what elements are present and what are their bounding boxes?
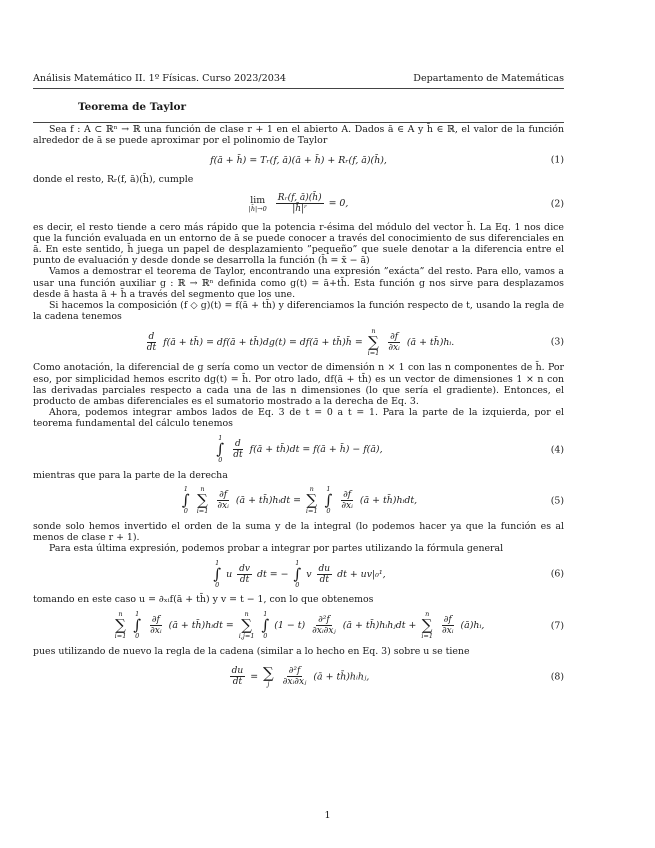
sum-operator: n ∑ i=1 [196,485,209,516]
equation-3: $\frac{d}{dt}$ f(ā + th̄) = df(ā + th̄)dg(t) = df(ā + th̄)h̄ = n ∑ i=1 $\frac{\partial f}{\text{∂xᵢ}}$ (ā + th̄)hᵢ. (3) [146,326,564,357]
second-partial-fraction: $\frac{\text{∂²f}}{\text{∂xᵢ∂xⱼ}}$ [282,666,307,688]
title-divider [33,122,564,123]
page-number: 1 [324,810,331,821]
sum-operator: ∑ j [263,663,274,688]
integral-operator: 1 ∫ 0 [181,485,190,516]
equation-body: f(ā + h̄) = Tᵣ(f, ā)(ā + h̄) + Rᵣ(f, ā)(h̄), [210,154,387,166]
partial-fraction: $\frac{\partial f}{\text{∂xᵢ}}$ [217,490,229,512]
derivative-fraction: $\frac{du}{dt}$ [318,563,331,585]
paragraph: Si hacemos la composición (f ◇ g)(t) = f(ā + th̄) y diferenciamos la función respecto de t, usando la regla de la cadena tenemos [33,300,564,323]
paragraph: es decir, el resto tiende a cero más rápido que la potencia r-ésima del módulo del vector h̄. La Eq. 1 nos dice que la función evaluada en un entorno de ā se puede conocer a través del conocimiento de sus diferenciales en ā. En este sentido, h̄ juega un papel de desplazamiento ”pequeño” que suele denotar a la diferencia entre el punto de evaluación y desde donde se desarrolla la función (h̄ = x̄ − ā) [33,221,564,267]
equation-number: (4) [550,444,564,456]
equation-2: lim |h̄|→0 $\frac{\text{Rᵣ(f, ā)(h̄)}}{\text{|h̄|ʳ}}$ = 0, (2) [248,193,564,215]
integral-operator: 1 ∫ 0 [293,558,302,589]
document-body [33,124,564,697]
paragraph: Como anotación, la diferencial de g sería como un vector de dimensión n × 1 con las n componentes de h̄. Por eso, por simplicidad hemos escrito dg(t) = h̄. Por otro lado, df(ā + th̄) es un vector de dimensiones 1 × n con las derivadas parciales respecto a cada una de las n dimensiones (lo que sería el gradiente). Entonces, el producto de ambas diferenciales es el sumatorio mostrado a la derecha de Eq. 3. [33,362,564,408]
integral-operator: 1 ∫ 0 [133,610,142,641]
sum-operator: n ∑ i=1 [421,610,433,641]
partial-fraction: $\frac{\partial f}{\text{∂xᵢ}}$ [441,615,454,637]
paragraph: mientras que para la parte de la derecha [33,469,228,481]
paragraph: donde el resto, Rᵣ(f, ā)(h̄), cumple [33,174,194,186]
integral-operator: 1 ∫ 0 [216,434,225,465]
paragraph: sonde solo hemos invertido el orden de la suma y de la integral (lo podemos hacer ya que la función es al menos de clase r + 1). [33,520,564,544]
header-course: Análisis Matemático II. 1º Físicas. Curso 2023/2034 [33,73,287,84]
integral-operator: 1 ∫ 0 [213,558,222,589]
equation-4: 1 ∫ 0 $\frac{d}{dt}$ f(ā + th̄)dt = f(ā + h̄) − f(ā), (4) [216,434,564,465]
paragraph: tomando en este caso u = ∂ₓᵢf(ā + th̄) y v = t − 1, con lo que obtenemos [33,594,374,606]
sum-operator: n ∑ i=1 [305,485,318,516]
sum-operator: n ∑ i,j=1 [238,610,255,641]
paragraph: pues utilizando de nuevo la regla de la cadena (similar a lo hecho en Eq. 3) sobre u se tiene [33,645,470,657]
header-department: Departamento de Matemáticas [413,73,564,84]
section-title: Teorema de Taylor [78,101,186,113]
derivative-fraction: $\frac{d}{dt}$ [233,439,243,461]
equation-number: (3) [550,336,564,348]
equation-6: 1 ∫ 0 u $\frac{dv}{dt}$ dt = − 1 ∫ 0 v $\frac{du}{dt}$ dt + uv|₀¹, (6) [213,558,564,589]
paragraph: Sea f : A ⊂ ℝⁿ → ℝ una función de clase r + 1 en el abierto A. Dados ā ∈ A y h̄ ∈ ℝ, el valor de la función alrededor de ā se puede aproximar por el polinomio de Taylor [33,124,564,147]
equation-7: n ∑ i=1 1 ∫ 0 $\frac{\partial f}{\text{∂xᵢ}}$ (ā + th̄)hᵢdt = n ∑ i,j=1 1 ∫ 0 (1 − t) $\frac{\text{∂²f}}{\text{∂xᵢ∂xⱼ}}$ (ā + th̄)hᵢhⱼdt + n ∑ i=1 $\frac{\partial f}{\text{∂xᵢ}}$ (ā)hᵢ, (7) [114,610,564,641]
equation-number: (7) [550,620,564,632]
limit-operator: lim |h̄|→0 [248,194,267,213]
partial-fraction: $\frac{\partial f}{\text{∂xᵢ}}$ [341,490,353,512]
equation-8: $\frac{du}{dt}$ = ∑ j $\frac{\text{∂²f}}{\text{∂xᵢ∂xⱼ}}$ (ā + th̄)hᵢhⱼ, (8) [231,663,564,688]
equation-number: (2) [550,198,564,210]
integral-operator: 1 ∫ 0 [324,485,333,516]
derivative-fraction: $\frac{dv}{dt}$ [239,563,251,585]
fraction: $\frac{\text{Rᵣ(f, ā)(h̄)}}{\text{|h̄|ʳ}}$ [277,193,322,215]
partial-fraction: $\frac{\partial f}{\text{∂xᵢ}}$ [150,615,162,637]
paragraph: Ahora, podemos integrar ambos lados de Eq. 3 de t = 0 a t = 1. Para la parte de la izquierda, por el teorema fundamental del cálculo tenemos [33,407,564,430]
equation-number: (5) [550,495,564,507]
derivative-fraction: $\frac{d}{dt}$ [146,331,157,353]
equation-5: 1 ∫ 0 n ∑ i=1 $\frac{\partial f}{\text{∂xᵢ}}$ (ā + th̄)hᵢdt = n ∑ i=1 1 ∫ 0 $\frac{\partial f}{\text{∂xᵢ}}$ (ā + th̄)hᵢdt, (5) [181,485,564,516]
equation-number: (6) [550,568,564,580]
partial-fraction: $\frac{\partial f}{\text{∂xᵢ}}$ [388,331,400,353]
running-header [33,73,564,89]
equation-number: (1) [550,154,564,166]
second-partial-fraction: $\frac{\text{∂²f}}{\text{∂xᵢ∂xⱼ}}$ [312,615,336,637]
paragraph: Para esta última expresión, podemos probar a integrar por partes utilizando la fórmula general [49,543,504,555]
derivative-fraction: $\frac{du}{dt}$ [231,666,244,688]
integral-operator: 1 ∫ 0 [261,610,270,641]
equation-1 [33,146,564,174]
paragraph: Vamos a demostrar el teorema de Taylor, encontrando una expresión ”exácta” del resto. Para ello, vamos a usar una función auxiliar g : ℝ → ℝⁿ definida como g(t) = ā+th̄. Esta función g nos sirve para desplazamos desde ā hasta ā + h̄ a través del segmento que los une. [33,266,564,300]
equation-number: (8) [550,671,564,683]
sum-operator: n ∑ i=1 [367,326,380,357]
sum-operator: n ∑ i=1 [114,610,127,641]
